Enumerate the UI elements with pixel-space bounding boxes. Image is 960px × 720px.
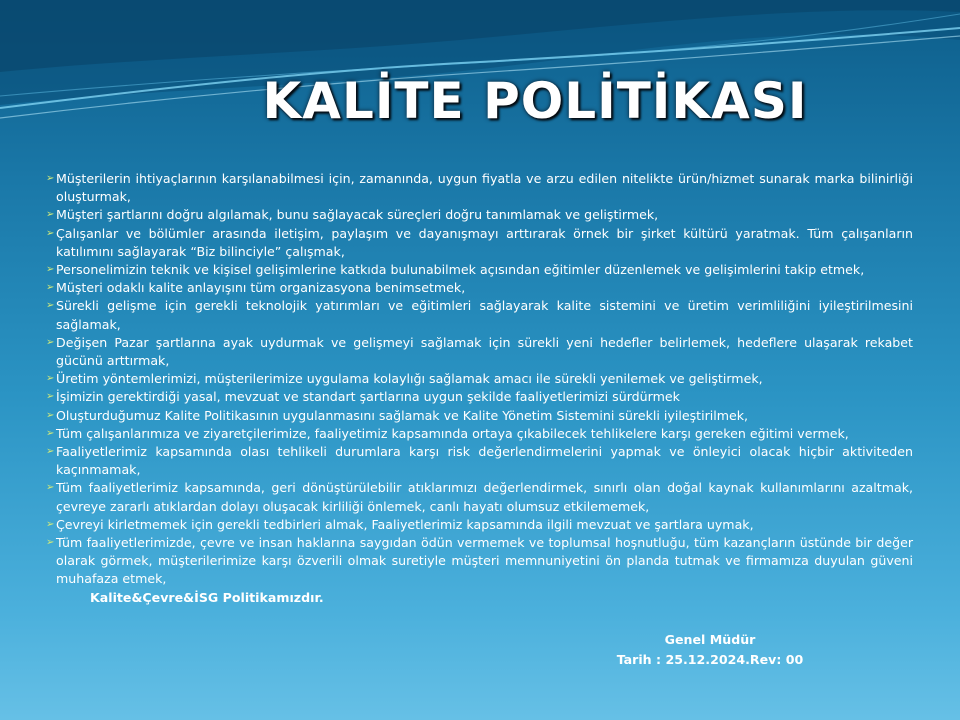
list-item (46, 206, 913, 224)
list-item (46, 388, 913, 406)
arrow-bullet-icon: ➢ (46, 446, 55, 458)
list-item-text: Müşteri odaklı kalite anlayışını tüm organizasyona benimsetmek, (56, 280, 466, 296)
arrow-bullet-icon: ➢ (46, 482, 55, 494)
list-item-text: Müşteri şartlarını doğru algılamak, bunu sağlayacak süreçleri doğru tanımlamak ve geliştirmek, (56, 207, 659, 223)
list-item-text: Tüm faaliyetlerimizde, çevre ve insan haklarına saygıdan ödün vermemek ve toplumsal hoşnutluğu, tüm kazançların üstünde bir değer olarak görmek, müşterilerimize karşı özverili olmak suretiyle müşteri memnuniyetini ön planda tutmak ve firmamıza duyulan güveni muhafaza etmek, (56, 535, 913, 587)
signature-role: Genel Müdür (664, 632, 756, 647)
signature-block (600, 630, 820, 670)
list-item-text: Oluşturduğumuz Kalite Politikasının uygulanmasını sağlamak ve Kalite Yönetim Sistemini sürekli iyileştirilmek, (56, 407, 749, 423)
list-item (46, 334, 913, 370)
list-item-text: İşimizin gerektirdiği yasal, mevzuat ve standart şartlarına uygun şekilde faaliyetlerimizi sürdürmek (56, 389, 680, 405)
arrow-bullet-icon: ➢ (46, 391, 55, 403)
arrow-bullet-icon: ➢ (46, 409, 55, 421)
list-item-text: Sürekli gelişme için gerekli teknolojik yatırımları ve eğitimleri sağlayarak kalite sistemini ve üretim verimliliğini iyileştirilmesini sağlamak, (56, 298, 913, 332)
list-item-text: Tüm çalışanlarımıza ve ziyaretçilerimize, faaliyetimiz kapsamında ortaya çıkabilecek tehlikelere karşı gereken eğitimi vermek, (56, 425, 849, 441)
list-item-text: Çalışanlar ve bölümler arasında iletişim, paylaşım ve dayanışmayı arttırarak örnek bir şirket kültürü yaratmak. Tüm çalışanların katılımını sağlayarak “Biz bilinciyle” çalışmak, (56, 225, 913, 259)
list-item (46, 425, 913, 443)
arrow-bullet-icon: ➢ (46, 373, 55, 385)
list-item-text: Çevreyi kirletmemek için gerekli tedbirleri almak, Faaliyetlerimiz kapsamında ilgili mevzuat ve şartlara uymak, (56, 516, 754, 532)
list-item (46, 516, 913, 534)
arrow-bullet-icon: ➢ (46, 264, 55, 276)
page-title: KALİTE POLİTİKASI (262, 72, 808, 130)
policy-list (46, 170, 913, 607)
arrow-bullet-icon: ➢ (46, 209, 55, 221)
list-item (46, 297, 913, 333)
list-item-text: Personelimizin teknik ve kişisel gelişimlerine katkıda bulunabilmek açısından eğitimler düzenlemek ve gelişimlerini takip etmek, (56, 262, 865, 278)
list-item (46, 407, 913, 425)
arrow-bullet-icon: ➢ (46, 173, 55, 184)
arrow-bullet-icon: ➢ (46, 300, 55, 312)
arrow-bullet-icon: ➢ (46, 227, 55, 239)
list-item (46, 279, 913, 297)
list-item (46, 443, 913, 479)
list-item-text: Üretim yöntemlerimizi, müşterilerimize uygulama kolaylığı sağlamak amacı ile sürekli yenilemek ve geliştirmek, (56, 371, 763, 387)
arrow-bullet-icon: ➢ (46, 537, 55, 549)
list-item (46, 225, 913, 261)
signature-date: Tarih : 25.12.2024.Rev: 00 (616, 652, 804, 667)
list-item (46, 370, 913, 388)
list-item (46, 534, 913, 589)
list-item (46, 261, 913, 279)
arrow-bullet-icon: ➢ (46, 518, 55, 530)
list-item-text: Tüm faaliyetlerimiz kapsamında, geri dönüştürülebilir atıklarımızı değerlendirmek, sınırlı olan doğal kaynak kullanımlarını azaltmak, çevreye zararlı atıklardan dolayı oluşacak kirliliği önlemek, canlı hayatı olumsuz etkilememek, (56, 480, 913, 514)
list-item (46, 479, 913, 515)
policy-statement: Kalite&Çevre&İSG Politikamızdır. (90, 589, 324, 605)
list-item-text: Değişen Pazar şartlarına ayak uydurmak ve gelişmeyi sağlamak için sürekli yeni hedefler belirlemek, hedeflere ulaşarak rekabet gücünü arttırmak, (56, 334, 913, 369)
list-item (46, 170, 913, 206)
arrow-bullet-icon: ➢ (46, 282, 55, 294)
arrow-bullet-icon: ➢ (46, 336, 55, 348)
list-item-text: Faaliyetlerimiz kapsamında olası tehlikeli durumlara karşı risk değerlendirmelerini yapmak ve önleyici olacak hiçbir aktiviteden kaçınmamak, (56, 444, 913, 478)
list-item-text: Müşterilerin ihtiyaçlarının karşılanabilmesi için, zamanında, uygun fiyatla ve arzu edilen nitelikte ürün/hizmet sunarak marka bilinirliği oluşturmak, (56, 171, 913, 205)
arrow-bullet-icon: ➢ (46, 427, 55, 439)
